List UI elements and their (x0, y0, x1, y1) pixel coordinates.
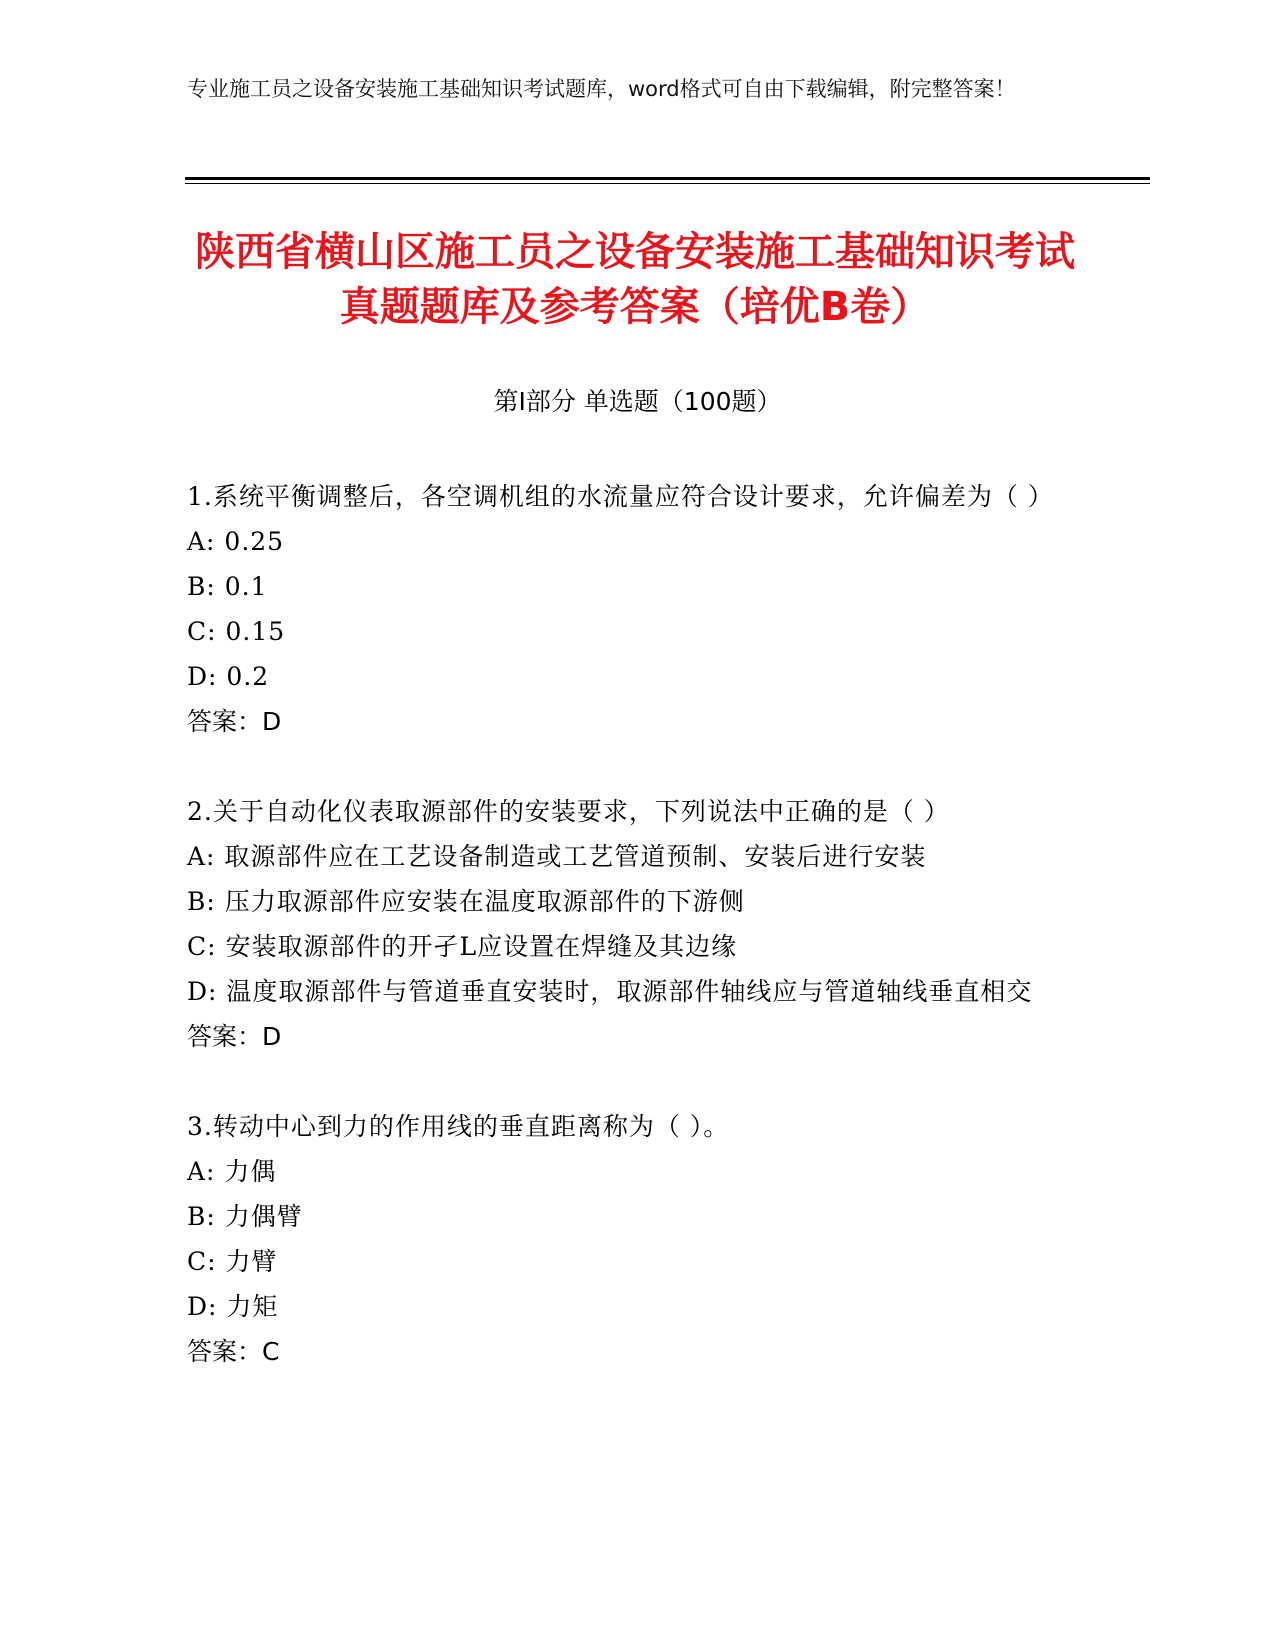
option-d: D: 0.2 (187, 662, 270, 691)
option-d: D: 力矩 (187, 1292, 279, 1321)
question-list (187, 474, 1067, 1419)
option-b: B: 力偶臂 (187, 1202, 303, 1231)
answer-line: 答案：D (187, 707, 282, 736)
option-a: A: 0.25 (187, 527, 285, 556)
answer-line: 答案：C (187, 1337, 280, 1366)
question-3 (187, 1104, 1067, 1374)
section-heading: 第I部分 单选题（100题） (493, 387, 782, 416)
question-stem: 2.关于自动化仪表取源部件的安装要求，下列说法中正确的是（ ） (187, 797, 950, 826)
option-b: B: 压力取源部件应安装在温度取源部件的下游侧 (187, 887, 745, 916)
header-divider-thin (185, 183, 1150, 184)
option-b: B: 0.1 (187, 572, 268, 601)
option-a: A: 力偶 (187, 1157, 277, 1186)
option-c: C: 0.15 (187, 617, 286, 646)
question-2 (187, 789, 1067, 1059)
question-1 (187, 474, 1067, 744)
document-title: 陕西省横山区施工员之设备安装施工基础知识考试真题题库及参考答案（培优B卷） (195, 229, 1075, 330)
option-d: D: 温度取源部件与管道垂直安装时，取源部件轴线应与管道轴线垂直相交 (187, 977, 1033, 1006)
answer-line: 答案：D (187, 1022, 282, 1051)
option-c: C: 力臂 (187, 1247, 278, 1276)
question-stem: 3.转动中心到力的作用线的垂直距离称为（ ）。 (187, 1112, 730, 1141)
header-divider-thick (185, 177, 1150, 180)
option-c: C: 安装取源部件的开孑L应设置在焊缝及其边缘 (187, 932, 738, 961)
question-stem: 1.系统平衡调整后，各空调机组的水流量应符合设计要求，允许偏差为（ ） (187, 482, 1054, 511)
option-a: A: 取源部件应在工艺设备制造或工艺管道预制、安装后进行安装 (187, 842, 927, 871)
header-note: 专业施工员之设备安装施工基础知识考试题库，word格式可自由下载编辑，附完整答案！ (187, 77, 1016, 101)
